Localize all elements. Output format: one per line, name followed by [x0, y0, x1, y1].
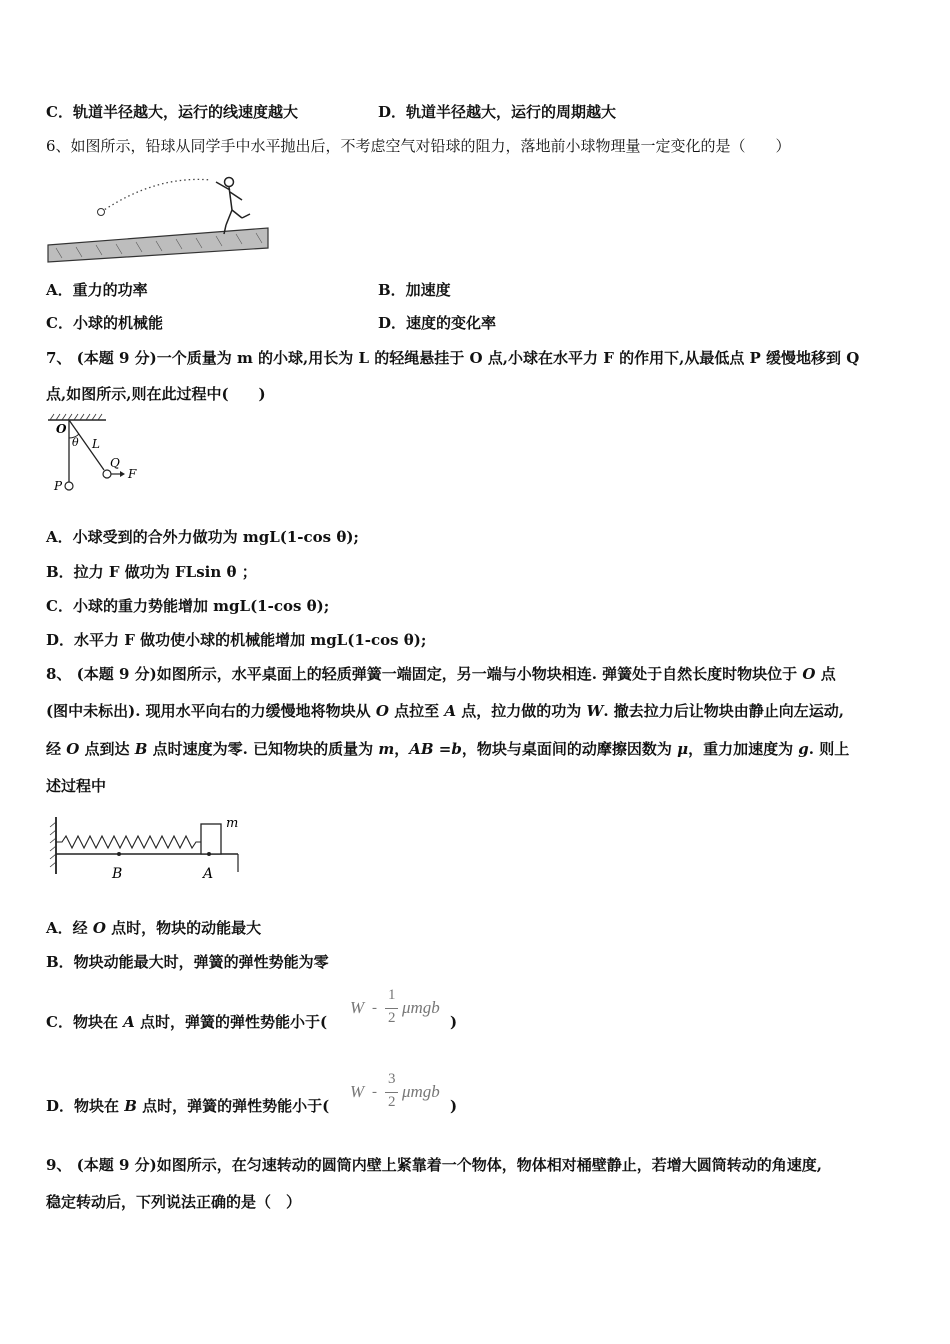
spring-block-figure — [46, 812, 246, 884]
q8-option-a: A．经 O 点时，物块的动能最大 — [46, 919, 262, 937]
q8-option-b: B．物块动能最大时，弹簧的弹性势能为零 — [46, 953, 329, 971]
q6-stem: 6、如图所示，铅球从同学手中水平抛出后，不考虑空气对铅球的阻力，落地前小球物理量一定变化的是（ ） — [46, 137, 791, 155]
q6-option-d: D．速度的变化率 — [378, 314, 497, 332]
q8-stem-line4: 述过程中 — [46, 777, 107, 795]
label-theta: θ — [72, 436, 79, 449]
q5-option-d: D．轨道半径越大，运行的周期越大 — [378, 103, 617, 121]
label-F: F — [128, 467, 137, 481]
q8-option-d-formula: W - 3 2 μmgb — [350, 1071, 440, 1110]
q7-option-c: C．小球的重力势能增加 mgL(1-cos θ); — [46, 597, 330, 615]
q7-option-a: A．小球受到的合外力做功为 mgL(1-cos θ); — [46, 528, 359, 546]
pendulum-figure — [46, 410, 156, 500]
q5-option-c: C．轨道半径越大，运行的线速度越大 — [46, 103, 298, 121]
label-A: A — [203, 866, 214, 882]
q8-option-d: D．物块在 B 点时，弹簧的弹性势能小于( — [46, 1097, 330, 1115]
q8-stem-line1: 8、 (本题 9 分)如图所示，水平桌面上的轻质弹簧一端固定，另一端与小物块相连. 弹簧处于自然长度时物块位于 O 点 — [46, 665, 836, 683]
label-P: P — [54, 479, 63, 493]
q8-stem-line2: (图中未标出). 现用水平向右的力缓慢地将物块从 O 点拉至 A 点，拉力做的功为 W. 撤去拉力后让物块由静止向左运动, — [46, 702, 845, 720]
label-Q: Q — [110, 456, 120, 470]
q7-option-b: B．拉力 F 做功为 FLsin θ ； — [46, 563, 257, 581]
label-O: O — [56, 422, 67, 436]
q6-option-b: B．加速度 — [378, 281, 451, 299]
shot-put-figure — [46, 170, 271, 265]
q9-stem-line1: 9、 (本题 9 分)如图所示，在匀速转动的圆筒内壁上紧靠着一个物体，物体相对桶壁静止，若增大圆筒转动的角速度, — [46, 1156, 822, 1174]
q9-stem-line2: 稳定转动后，下列说法正确的是（ ） — [46, 1193, 302, 1211]
q7-option-d: D．水平力 F 做功使小球的机械能增加 mgL(1-cos θ); — [46, 631, 427, 649]
q6-option-a: A．重力的功率 — [46, 281, 148, 299]
q8-option-c-close: ) — [450, 1013, 458, 1031]
q7-stem-line2: 点,如图所示,则在此过程中( ) — [46, 385, 266, 403]
label-m: m — [226, 816, 239, 831]
label-B: B — [112, 866, 123, 882]
q8-stem-line3: 经 O 点到达 B 点时速度为零. 已知物块的质量为 m，AB =b，物块与桌面间的动摩擦因数为 μ，重力加速度为 g. 则上 — [46, 740, 850, 758]
q7-stem-line1: 7、 (本题 9 分)一个质量为 m 的小球,用长为 L 的轻绳悬挂于 O 点,小球在水平力 F 的作用下,从最低点 P 缓慢地移到 Q — [46, 349, 860, 367]
q8-option-c-formula: W - 1 2 μmgb — [350, 987, 440, 1026]
q6-option-c: C．小球的机械能 — [46, 314, 163, 332]
q8-option-c: C．物块在 A 点时，弹簧的弹性势能小于( — [46, 1013, 328, 1031]
q8-option-d-close: ) — [450, 1097, 458, 1115]
label-L: L — [92, 437, 100, 451]
